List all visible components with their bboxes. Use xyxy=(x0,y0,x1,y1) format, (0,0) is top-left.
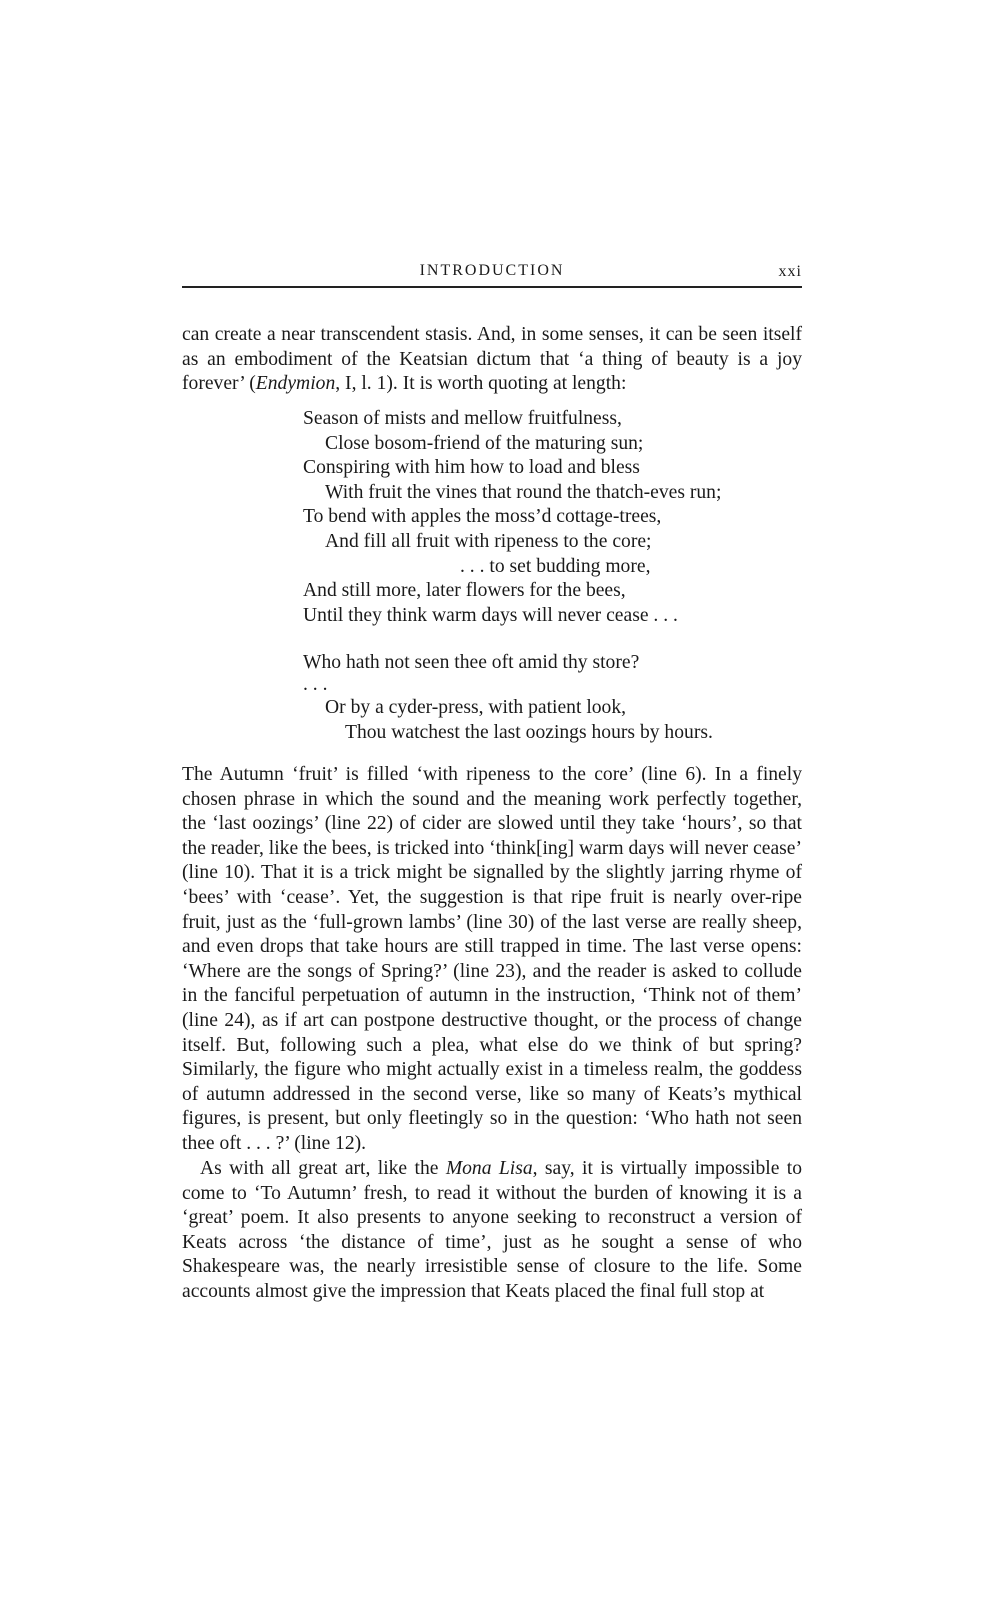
paragraph-3-text-a: As with all great art, like the xyxy=(200,1158,446,1179)
running-header xyxy=(182,262,802,288)
running-title: INTRODUCTION xyxy=(419,262,565,279)
paragraph-3 xyxy=(182,1157,802,1305)
page-number: xxi xyxy=(778,263,802,280)
poem-line: To bend with apples the moss’d cottage-trees, xyxy=(303,506,662,528)
poem-line: Season of mists and mellow fruitfulness, xyxy=(303,408,622,429)
poem-quotation-1 xyxy=(303,407,783,628)
poem-line: Close bosom-friend of the maturing sun; xyxy=(325,432,644,454)
poem-line: Or by a cyder-press, with patient look, xyxy=(325,697,627,718)
poem-line: . . . to set budding more, xyxy=(460,555,651,577)
work-title-mona-lisa: Mona Lisa xyxy=(445,1158,533,1179)
poem-line: And fill all fruit with ripeness to the core; xyxy=(325,530,652,552)
poem-quotation-2 xyxy=(303,651,783,694)
poem-quotation-3 xyxy=(303,696,783,745)
poem-line: And still more, later flowers for the bees, xyxy=(303,580,626,602)
paragraph-1 xyxy=(182,323,802,397)
paragraph-1-text-a: can create a near transcendent stasis. And, in some senses, it can be seen itself as an embodiment of the Keatsian dictum that ‘a thing of beauty is a joy forever’ ( xyxy=(182,324,802,395)
poem-line: With fruit the vines that round the thatch-eves run; xyxy=(325,481,722,503)
poem-line: Thou watchest the last oozings hours by hours. xyxy=(345,721,713,743)
paragraph-2: The Autumn ‘fruit’ is filled ‘with ripeness to the core’ (line 6). In a finely chosen phrase in which the sound and the meaning work perfectly together, the ‘last oozings’ (line 22) of cider are slowed until they take ‘hours’, so that the reader, like the bees, is tricked into ‘think[ing] warm days will never cease’ (line 10). That it is a trick might be signalled by the slightly jarring rhyme of ‘bees’ with ‘cease’. Yet, the suggestion is that ripe fruit is nearly over-ripe fruit, just as the ‘full-grown lambs’ (line 30) of the last verse are really sheep, and even drops that take hours are still trapped in time. The last verse opens: ‘Where are the songs of Spring?’ (line 23), and the reader is asked to collude in the fanciful perpetuation of autumn in the instruction, ‘Think not of them’ (line 24), as if art can postpone destructive thought, or the process of change itself. But, following such a plea, what else do we think of but spring? Similarly, the figure who might actually exist in a timeless realm, the goddess of autumn addressed in the second verse, like so many of Keats’s mythical figures, is present, but only fleetingly so in the question: ‘Who hath not seen thee oft . . . ?’ (line 12). xyxy=(182,764,802,1154)
work-title-endymion: Endymion xyxy=(255,373,336,395)
poem-ellipsis: . . . xyxy=(303,673,328,695)
poem-line: Who hath not seen thee oft amid thy store? xyxy=(303,652,640,673)
poem-line: Conspiring with him how to load and bless xyxy=(303,457,640,479)
poem-line: Until they think warm days will never cease . . . xyxy=(303,604,678,626)
paragraph-1-text-b: , I, l. 1). It is worth quoting at length: xyxy=(335,373,627,395)
paragraph-3-text-b: , say, it is virtually impossible to come to ‘To Autumn’ fresh, to read it without the burden of knowing it is a ‘great’ poem. It also presents to anyone seeking to reconstruct a version of Keats across ‘the distance of time’, just as he sought a sense of who Shakespeare was, the nearly irresistible sense of closure to the life. Some accounts almost give the impression that Keats placed the final full stop at xyxy=(182,1158,802,1302)
